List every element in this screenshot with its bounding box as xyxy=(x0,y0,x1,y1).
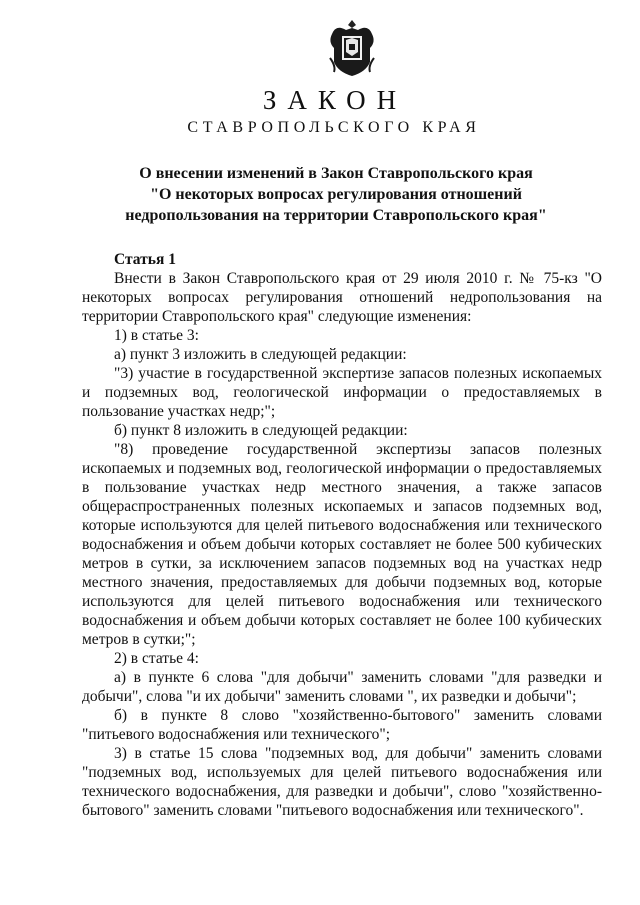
article-paragraph: Внести в Закон Ставропольского края от 29 июля 2010 г. № 75-кз "О некоторых вопросах регулирования отношений недропользования на территории Ставропольского края" следующие изменения: xyxy=(82,270,602,325)
article-1 xyxy=(82,250,602,820)
article-paragraph: 2) в статье 4: xyxy=(114,650,199,667)
article-paragraph: 1) в статье 3: xyxy=(114,327,199,344)
article-paragraph: а) в пункте 6 слова "для добычи" заменить словами "для разведки и добычи", слова "и их добычи" заменить словами ", их разведки и добычи"; xyxy=(82,669,602,705)
stavropol-coat-of-arms-icon xyxy=(326,18,378,78)
heading-line: "О некоторых вопросах регулирования отношений xyxy=(150,186,522,203)
article-paragraph: б) пункт 8 изложить в следующей редакции: xyxy=(114,422,408,439)
article-paragraph: "3) участие в государственной экспертизе запасов полезных ископаемых и подземных вод, геологической информации о предоставляемых в пользование участках недр;"; xyxy=(82,365,602,420)
article-paragraph: б) в пункте 8 слово "хозяйственно-бытового" заменить словами "питьевого водоснабжения или технического"; xyxy=(82,707,602,743)
article-paragraph: а) пункт 3 изложить в следующей редакции: xyxy=(114,346,407,363)
document-heading xyxy=(0,163,640,226)
article-paragraph: "8) проведение государственной экспертизы запасов полезных ископаемых и подземных вод, геологической информации о предоставляемых в пользование участках недр местного значения, а также запасов общераспространенных полезных ископаемых и запасов подземных вод, которые используются для целей питьевого водоснабжения или технического водоснабжения и объем добычи которых составляет не более 500 кубических метров в сутки, за исключением запасов подземных вод на участках недр местного значения, предоставляемых для добычи подземных вод, которые используются для целей питьевого водоснабжения или технического водоснабжения и объем добычи которых составляет не более 100 кубических метров в сутки;"; xyxy=(82,441,602,648)
article-paragraph: 3) в статье 15 слова "подземных вод, для добычи" заменить словами "подземных вод, используемых для целей питьевого водоснабжения или технического водоснабжения, для разведки и добычи", слово "хозяйственно-бытового" заменить словами "питьевого водоснабжения или технического". xyxy=(82,745,602,819)
law-subtitle: СТАВРОПОЛЬСКОГО КРАЯ xyxy=(187,119,481,136)
heading-line: О внесении изменений в Закон Ставропольского края xyxy=(139,165,533,182)
law-title: ЗАКОН xyxy=(262,85,408,115)
heading-line: недропользования на территории Ставропольского края" xyxy=(125,207,547,224)
article-title: Статья 1 xyxy=(114,251,176,268)
